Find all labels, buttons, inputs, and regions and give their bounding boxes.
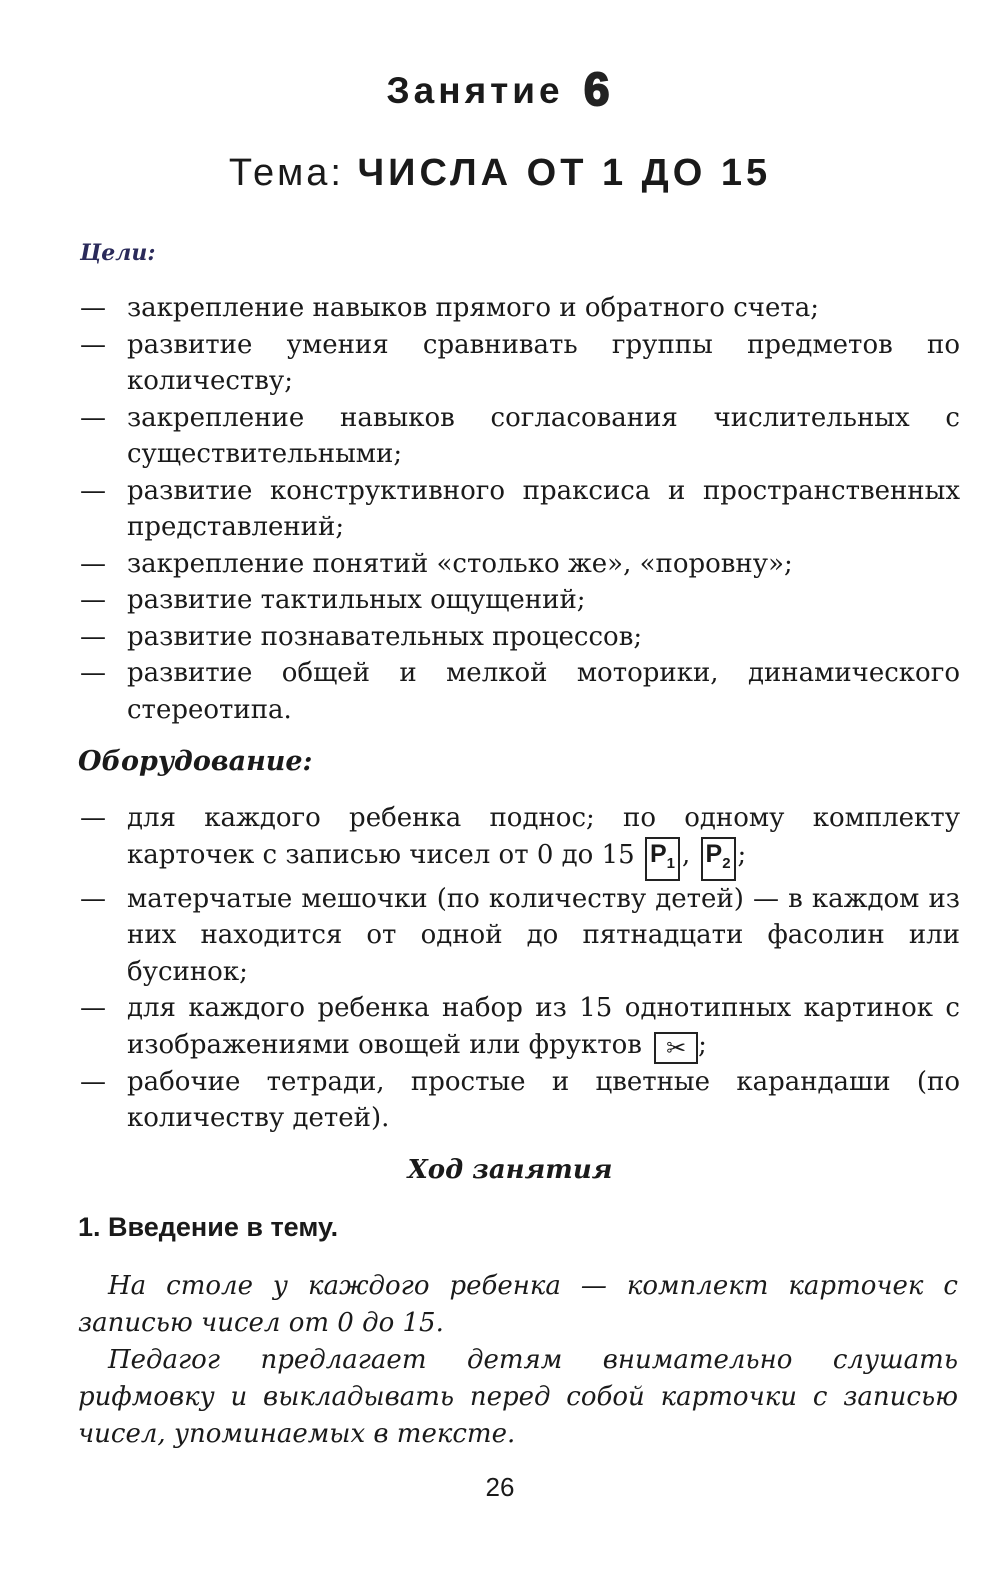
page-number: 26: [485, 1472, 515, 1502]
goal-item: — развитие конструктивного праксиса и пространственных представлений;: [80, 473, 960, 546]
goal-item: — развитие познавательных процессов;: [80, 619, 960, 656]
topic-prefix: Тема:: [228, 152, 344, 194]
scissors-icon: ✂: [654, 1032, 698, 1064]
paragraph: На столе у каждого ребенка — комплект карточек с записью чисел от 0 до 15.: [78, 1271, 958, 1338]
picture-card-p2-icon: $P_2$: [701, 837, 736, 881]
equipment-heading: Оборудование:: [78, 746, 313, 777]
goal-item: — развитие тактильных ощущений;: [80, 582, 960, 619]
topic-name: ЧИСЛА ОТ 1 ДО 15: [357, 152, 772, 194]
lesson-number: 6: [583, 63, 614, 115]
goals-list: [80, 290, 960, 728]
equipment-list: [80, 800, 960, 1137]
goal-item: — закрепление навыков согласования числительных с существительными;: [80, 400, 960, 473]
goal-item: — закрепление понятий «столько же», «поровну»;: [80, 546, 960, 583]
equipment-item-text: для каждого ребенка набор из 15 однотипных картинок с изображениями овощей или фруктов: [127, 993, 960, 1060]
lesson-label: Занятие: [386, 70, 564, 111]
course-heading: Ход занятия: [407, 1155, 613, 1185]
equipment-item: — матерчатые мешочки (по количеству детей) — в каждом из них находится от одной до пятнадцати фасолин или бусинок;: [80, 881, 960, 991]
paragraph: Педагог предлагает детям внимательно слушать рифмовку и выкладывать перед собой карточки с записью чисел, упоминаемых в тексте.: [78, 1345, 958, 1449]
picture-card-p1-icon: $P_1$: [645, 837, 680, 881]
goal-item: — развитие общей и мелкой моторики, динамического стереотипа.: [80, 655, 960, 728]
goals-heading: Цели:: [80, 240, 156, 266]
section-title: 1. Введение в тему.: [78, 1212, 339, 1242]
topic-title: [0, 152, 1000, 195]
equipment-item: — рабочие тетради, простые и цветные карандаши (по количеству детей).: [80, 1064, 960, 1137]
equipment-item-text: для каждого ребенка поднос; по одному комплекту карточек с записью чисел от 0 до 15: [127, 803, 960, 870]
goal-item: — развитие умения сравнивать группы предметов по количеству;: [80, 327, 960, 400]
lesson-title: [0, 62, 1000, 116]
equipment-item: — для каждого ребенка набор из 15 однотипных картинок с изображениями овощей или фруктов ✂ ;: [80, 990, 960, 1064]
goal-item: — закрепление навыков прямого и обратного счета;: [80, 290, 960, 327]
equipment-item: — для каждого ребенка поднос; по одному комплекту карточек с записью чисел от 0 до 15 $P_1$ , $P_2$ ;: [80, 800, 960, 881]
